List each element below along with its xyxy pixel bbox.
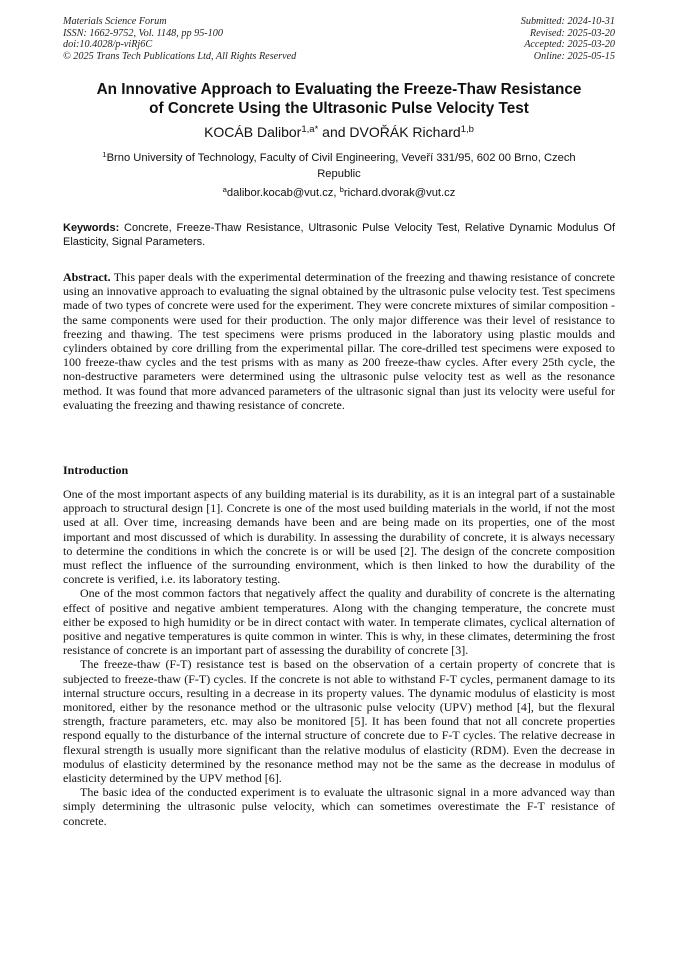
publication-dates [521, 16, 615, 62]
author-list [40, 123, 638, 141]
doi: doi:10.4028/p-viRj6C [63, 39, 153, 51]
paper-title [40, 80, 638, 118]
affiliation-mark: 1 [102, 149, 107, 159]
author-2: DVOŘÁK Richard [349, 124, 461, 140]
abstract-text: This paper deals with the experimental determination of the freezing and thawing resistance of concrete using an innovative approach to evaluating the signal obtained by the ultrasonic pulse velocity test. Test specimens made of two types of concrete were used for the experiment. They were concrete mixtures of similar composition - the same components were used for their production. The only major difference was their level of resistance to freezing and thawing. The test specimens were prisms produced in the laboratory using plastic moulds and cylinders obtained by core drilling from the experimental pillar. The core-drilled test specimens were exposed to 100 freeze-thaw cycles and the test prisms with as many as 200 freeze-thaw cycles. After every 25th cycle, the non-destructive parameters were determined using the ultrasonic pulse velocity test as well as the resonance method. It was found that more advanced parameters of the ultrasonic signal than just its velocity were useful for evaluating the freezing and thawing resistance of concrete. [63, 270, 615, 412]
submitted-date: Submitted: 2024-10-31 [520, 16, 615, 27]
copyright: © 2025 Trans Tech Publications Ltd, All Rights Reserved [63, 50, 297, 62]
email-a[interactable]: dalibor.kocab@vut.cz [226, 187, 334, 199]
author-1: KOCÁB Dalibor [204, 124, 302, 140]
email-a-mark: a [222, 184, 227, 194]
keywords [63, 221, 615, 249]
abstract [63, 270, 615, 412]
online-date: Online: 2025-05-15 [533, 50, 615, 62]
abstract-label: Abstract. [63, 270, 111, 284]
author-connector: and [318, 124, 350, 140]
email-b-mark: b [339, 184, 344, 194]
affiliation [80, 150, 598, 182]
revised-date: Revised: 2025-03-20 [529, 27, 615, 39]
journal-name: Materials Science Forum [63, 16, 167, 27]
intro-paragraph-4: The basic idea of the conducted experiment is to evaluate the ultrasonic signal in a more advanced way than simply determining the ultrasonic pulse velocity, which can sometimes overestimate the F-T resistance of concrete. [63, 785, 615, 828]
author-1-affiliation-mark: 1,a* [301, 123, 319, 135]
intro-paragraph-2: One of the most common factors that negatively affect the quality and durability of concrete is the alternating effect of positive and negative ambient temperatures. Along with the changing temperature, the concrete must either be exposed to high humidity or be in direct contact with water. In temperate climates, cyclical alternation of positive and negative temperatures is quite common in winter. This is why, in these climates, determining the frost resistance of concrete is an important part of assessing the durability of concrete [3]. [63, 586, 615, 658]
journal-info [63, 16, 296, 62]
email-b[interactable]: richard.dvorak@vut.cz [343, 187, 456, 199]
author-2-affiliation-mark: 1,b [460, 123, 474, 135]
keywords-text: Concrete, Freeze-Thaw Resistance, Ultrasonic Pulse Velocity Test, Relative Dynamic Modulus Of Elasticity, Signal Parameters. [63, 222, 615, 249]
title-line-1: An Innovative Approach to Evaluating the Freeze-Thaw Resistance [96, 81, 582, 98]
email-separator: , [333, 187, 340, 199]
author-emails [40, 186, 638, 201]
keywords-label: Keywords: [63, 222, 120, 234]
title-line-2: of Concrete Using the Ultrasonic Pulse Velocity Test [149, 100, 529, 117]
affiliation-text: Brno University of Technology, Faculty of Civil Engineering, Veveří 331/95, 602 00 Brno, Czech Republic [106, 152, 576, 180]
intro-paragraph-1: One of the most important aspects of any building material is its durability, as it is an integral part of a sustainable approach to structural design [1]. Concrete is one of the most used building materials in the world, if not the most used at all. Over time, increasing demands have been and are being made on its properties, one of the most important and most discussed of which is durability. In assessing the durability of concrete, it is always necessary to determine the conditions in which the concrete is or will be used [2]. The design of the concrete composition must reflect the influence of the surrounding environment, which is then linked to how the durability of the concrete is verified, i.e. its laboratory testing. [63, 487, 615, 587]
introduction-body [63, 487, 615, 828]
intro-paragraph-3: The freeze-thaw (F-T) resistance test is based on the observation of a certain property of concrete that is subjected to freeze-thaw (F-T) cycles. If the concrete is not able to withstand F-T cycles, permanent damage to its internal structure occurs, resulting in a decrease in its property values. The dynamic modulus of elasticity is most monitored, either by the resonance method or the ultrasonic pulse velocity (UPV) method [4], but the flexural strength, fracture parameters, etc. may also be monitored [5]. It has been found that not all concrete properties respond equally to the disturbance of the internal structure of concrete due to F-T cycles. The relative decrease in flexural strength is usually more significant than the relative modulus of elasticity (RDM). Even the decrease in modulus of elasticity determined by the resonance method may not be the same as the decrease in modulus of elasticity determined by the UPV method [6]. [63, 657, 615, 786]
section-heading-introduction: Introduction [63, 463, 129, 477]
accepted-date: Accepted: 2025-03-20 [524, 39, 615, 51]
issn-volume: ISSN: 1662-9752, Vol. 1148, pp 95-100 [63, 27, 223, 39]
